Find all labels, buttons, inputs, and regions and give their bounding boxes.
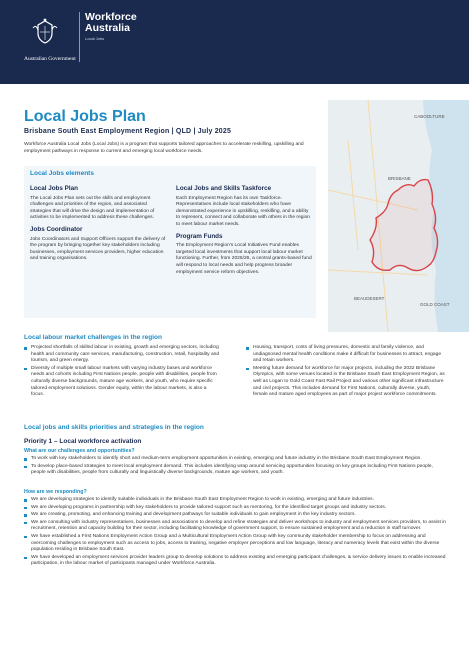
intro-paragraph: Workforce Australia Local Jobs (Local Jobs) is a program that supports tailored approaches to accelerate reskilling, upskilling and employment pathways in response to current and emerging local workforce needs. [24,142,304,154]
logo-line-2: Australia [85,22,130,34]
page-subtitle: Brisbane South East Employment Region | QLD | July 2025 [24,128,232,135]
list-item: We have established a First Nations Employment Action Group and a Multicultural Employment Action Group with key community stakeholder membership to focus on addressing and overcoming challenges to employment such as access to jobs, access to training, negative employer perceptions and low language, literacy and numeracy levels that exist within the diverse population residing in Brisbane South East. [24,534,448,554]
list-item: Projected shortfalls of skilled labour in existing, growth and emerging sectors, including health and community care services, manufacturing, construction, retail, hospitality and tourism, and green energy. [24,345,220,365]
elements-title: Local Jobs elements [30,170,94,177]
map-label-beaudesert: BEAUDESERT [354,296,385,301]
plan-text: The Local Jobs Plan sets out the skills and employment challenges and priorities of the region, and associated strategies that will drive the design and implementation of activities to be implemented to address these challenges. [30,195,155,221]
list-item: To work with key stakeholders to identify short and medium-term employment opportunities in existing, emerging and future industry in the Brisbane South East Employment Region. [24,456,448,463]
coat-of-arms-icon [30,18,60,46]
logo-subtitle: Local Jobs [85,36,105,41]
list-item: To develop place-based strategies to meet local employment demand. This includes identifying wrap around servicing opportunities focusing on key groups including First Nations people, people with disabilities, people from culturally and linguistically diverse backgrounds, mature age workers, and youth. [24,464,448,477]
taskforce-heading: Local Jobs and Skills Taskforce [176,185,272,192]
plan-heading: Local Jobs Plan [30,185,78,192]
local-jobs-elements-panel [24,166,316,318]
map-label-brisbane: BRISBANE [388,176,411,181]
list-item: We are creating, promoting, and enhancing training and development pathways for suitable individuals to gain employment in the key industry sectors. [24,512,448,519]
header-divider [79,12,80,62]
list-item: We are developing programs in partnership with key stakeholders to provide tailored support such as mentoring, for the identified target groups and industry sectors. [24,505,448,512]
strategies-title: Local jobs and skills priorities and strategies in the region [24,424,204,431]
map-label-gold-coast: GOLD COAST [420,302,450,307]
challenges-title: Local labour market challenges in the region [24,334,162,341]
responses-list [24,497,448,569]
opportunities-list [24,456,448,478]
funds-heading: Program Funds [176,232,223,240]
list-item: Diversity of multiple small labour markets with varying industry bases and workforce needs and cohorts including First Nations people, people with disabilities, people from culturally diverse backgrounds, mature age workers, and youth, who require specific tailored employment solutions. Gender equity, within the labour markets, is also a focus. [24,366,220,399]
responding-heading: How are we responding? [24,489,87,495]
map-label-caboolture: CABOOLTURE [414,114,445,119]
government-label: Australian Government [24,56,76,62]
coordinator-text: Jobs Coordinators and Support Officers support the delivery of the program by bringing together key stakeholders including businesses, employment services providers, higher education and training organisations. [30,236,166,262]
elements-left-column [30,186,168,268]
challenges-opportunities-heading: What are our challenges and opportunities? [24,448,135,454]
taskforce-text: Each Employment Region has its own Taskforce. Representatives include local stakeholders who have demonstrated experience in upskilling, reskilling, and a ability to represent, connect and collaborate with others in the region to meet labour market needs. [176,195,311,227]
elements-right-column [176,186,312,281]
page-title: Local Jobs Plan [24,108,146,125]
funds-text: The Employment Region's Local Initiatives Fund enables targeted local investments that support local labour market functioning. Further, from 2025/26, a central grants-based fund will respond to local needs and help progress broader employment service reform objectives. [176,243,312,275]
list-item: We are developing strategies to identify suitable individuals in the Brisbane South East Employment Region to work in existing, emerging and future industries. [24,497,448,504]
list-item: Meeting future demand for workforce for major projects, including the 2032 Brisbane Olympics, with some venues located in the Brisbane South East Employment Region, as well as Logan to Gold Coast Fast Rail Project and various other significant infrastructure and civil projects. This includes demand for First Nations, culturally diverse, youth, female and mature aged employees as part of major project workforce commitments. [246,366,446,399]
header-banner [0,0,469,84]
challenges-right-list [246,345,446,400]
region-map [328,100,469,332]
list-item: We have developed an employment services provider leaders group to develop solutions to address existing and emerging participant challenges, & service delivery issues to enable increased participation, in the labour market of participants managed under Workforce Australia. [24,555,448,568]
priority-heading: Priority 1 – Local workforce activation [24,438,142,445]
workforce-australia-logo [85,12,137,41]
list-item: Housing, transport, costs of living pressures, domestic and family violence, and undiagnosed mental health conditions make it difficult for businesses to attract, engage and retain workers. [246,345,446,365]
coordinator-heading: Jobs Coordinator [30,225,83,233]
challenges-left-list [24,345,220,400]
logo-line-1: Workforce [85,11,137,23]
list-item: We are consulting with industry representatives, businesses and associations to develop and refine strategies and deliver workshops to industry and employment services providers, to assist in recruitment, retention and capacity building for their sector, including facilitating knowledge of government support, to ensure sustained employment and a reduction in staff turnover. [24,520,448,533]
